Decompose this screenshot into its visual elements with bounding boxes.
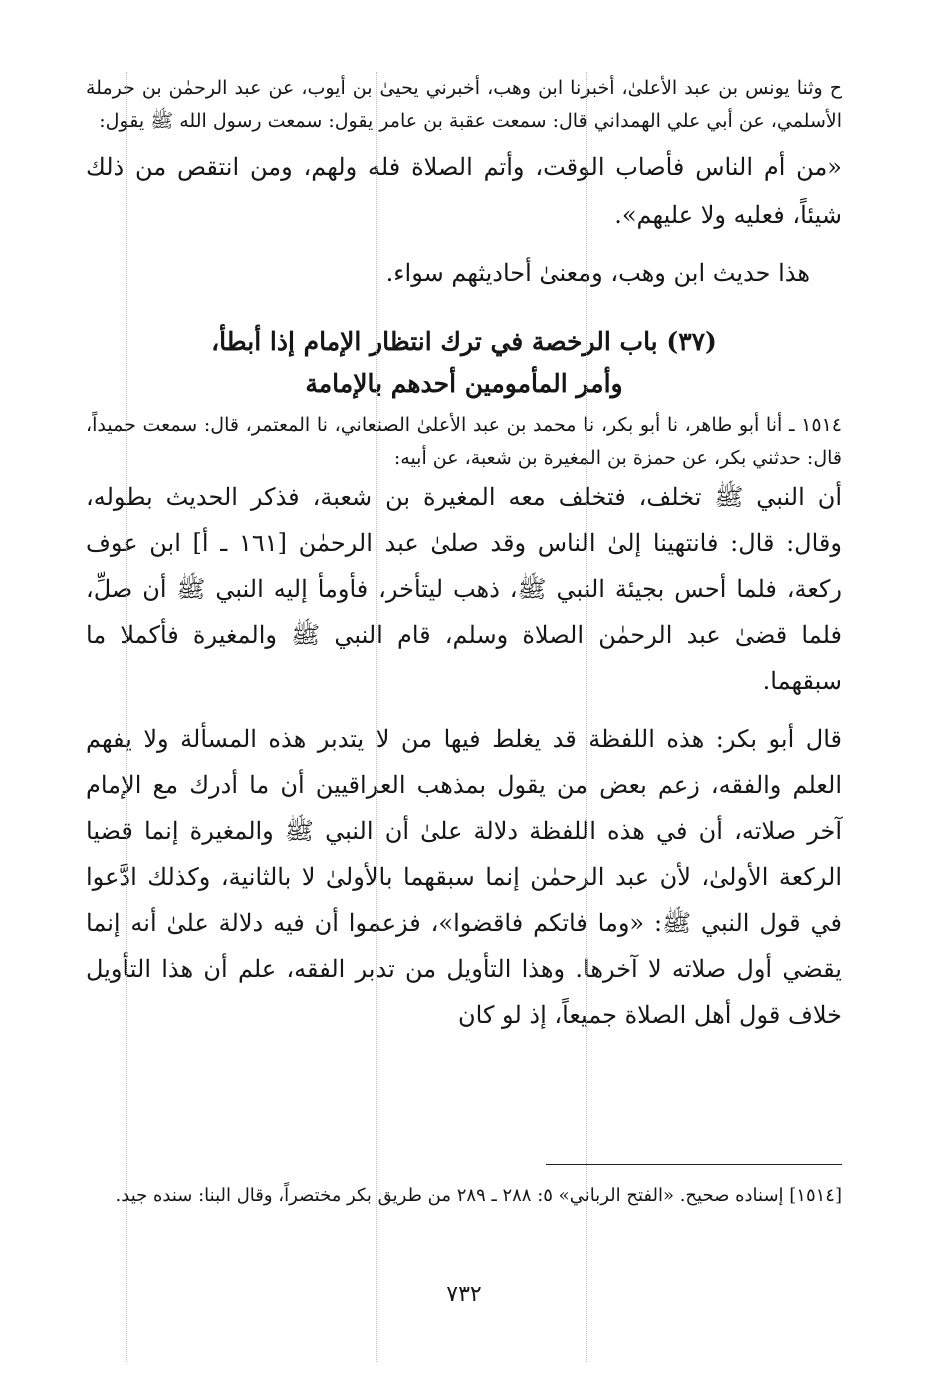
page-number: ٧٣٢ (446, 1282, 482, 1307)
chapter-heading (86, 321, 842, 405)
column-guide-line (586, 72, 587, 1362)
narration-note: هذا حديث ابن وهب، ومعنىٰ أحاديثهم سواء. (385, 259, 810, 287)
commentary-paragraph: قال أبو بكر: هذه اللفظة قد يغلط فيها من لا يتدبر هذه المسألة ولا يفهم العلم والفقه، زعم بعض من يقول بمذهب العراقيين أن ما أدرك مع الإمام آخر صلاته، أن في هذه اللفظة دلالة علىٰ أن النبي ﷺ والمغيرة إنما قضيا الركعة الأولىٰ، لأن عبد الرحمٰن إنما سبقهما بالأولىٰ لا بالثانية، وكذلك ادَّعوا في قول النبي ﷺ: «وما فاتكم فاقضوا»، فزعموا أن فيه دلالة علىٰ أنه إنما يقضي أول صلاته لا آخرها. وهذا التأويل من تدبر الفقه، علم أن هذا التأويل خلاف قول أهل الصلاة جميعاً، إذ لو كان (86, 725, 842, 1029)
chapter-heading-line-1: (٣٧) باب الرخصة في ترك انتظار الإمام إذا أبطأ، (211, 327, 717, 356)
column-guide-line (376, 72, 377, 1362)
column-guide-line (126, 72, 127, 1362)
hadith-quote: «من أم الناس فأصاب الوقت، وأتم الصلاة فله ولهم، ومن انتقص من ذلك شيئاً، فعليه ولا عليهم». (86, 153, 842, 229)
book-page (86, 72, 842, 1362)
hadith-text-1514: أن النبي ﷺ تخلف، فتخلف معه المغيرة بن شعبة، فذكر الحديث بطوله، وقال: قال: فانتهينا إلىٰ الناس وقد صلىٰ عبد الرحمٰن [١٦١ ـ أ] ابن عوف ركعة، فلما أحس بجيئة النبي ﷺ، ذهب ليتأخر، فأومأ إليه النبي ﷺ أن صلِّ، فلما قضىٰ عبد الرحمٰن الصلاة وسلم، قام النبي ﷺ والمغيرة فأكملا ما سبقهما. (86, 483, 842, 695)
footnote-separator (546, 1164, 842, 1165)
hadith-isnad-1514: ١٥١٤ ـ أنا أبو طاهر، نا أبو بكر، نا محمد بن عبد الأعلىٰ الصنعاني، نا المعتمر، قال: سمعت حميداً، قال: حدثني بكر، عن حمزة بن المغيرة بن شعبة، عن أبيه: (86, 414, 842, 469)
chapter-heading-line-2: وأمر المأمومين أحدهم بالإمامة (305, 369, 623, 398)
footnote: [١٥١٤] إسناده صحيح. «الفتح الرباني» ٥: ٢٨٨ ـ ٢٨٩ من طريق بكر مختصراً، وقال البنا: سنده جيد. (115, 1185, 842, 1206)
isnad-paragraph: ح وثنا يونس بن عبد الأعلىٰ، أخبرنا ابن وهب، أخبرني يحيىٰ بن أيوب، عن عبد الرحمٰن بن حرملة الأسلمي، عن أبي علي الهمداني قال: سمعت عقبة بن عامر يقول: سمعت رسول الله ﷺ يقول: (86, 77, 842, 132)
